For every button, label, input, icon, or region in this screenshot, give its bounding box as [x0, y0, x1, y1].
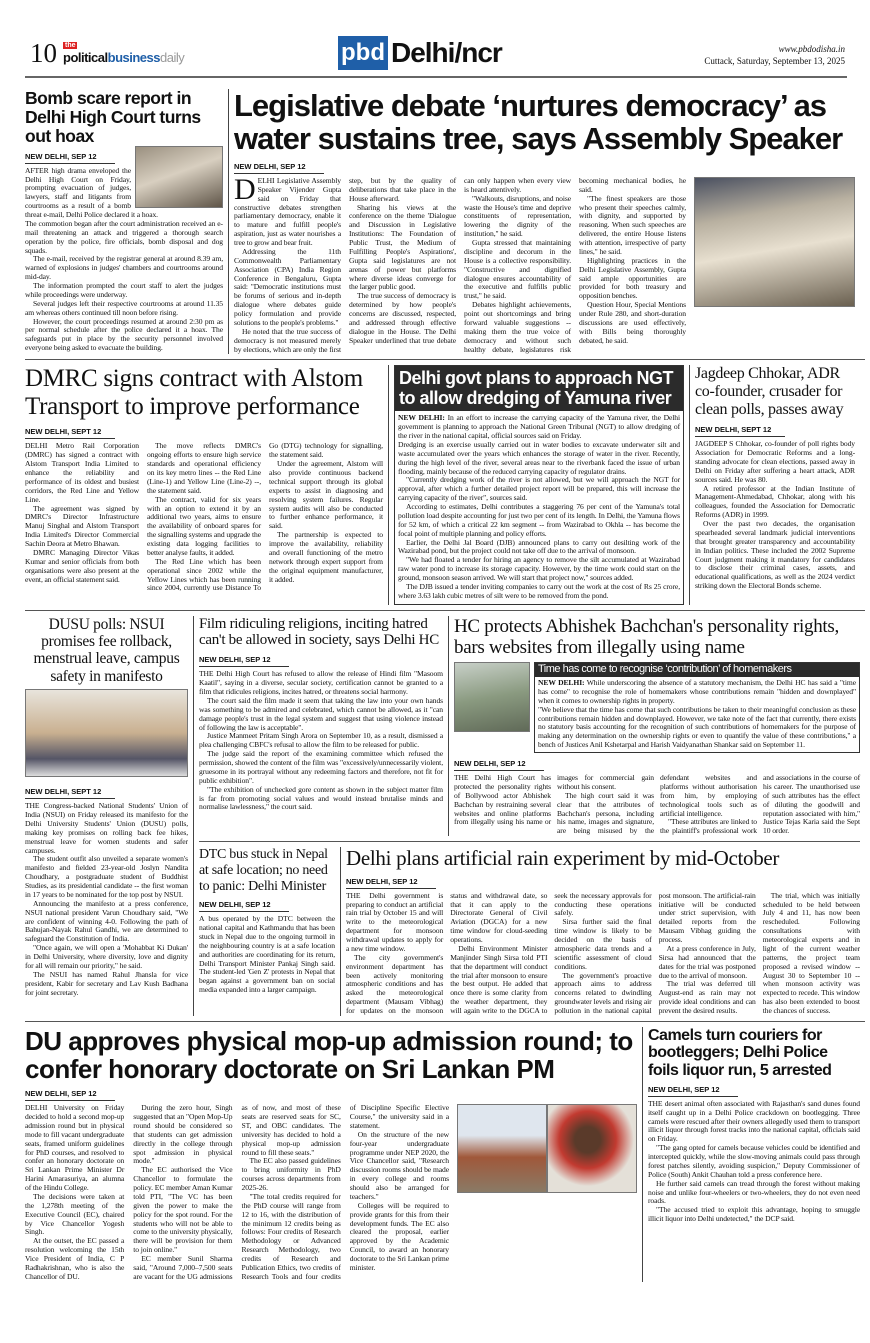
paragraph: However, the court proceedings resumed at around 2:30 pm as per normal schedule after the police declared it a hoax. The safeguards put in place by the security personnel involved everyone being asked to evacuate the building. — [25, 316, 223, 353]
paragraph: THE Congress-backed National Students' Union of India (NSUI) on Friday released its manifesto for the Delhi University Students' Union (DUSU) polls, making key promises on rolling back fee hikes, menstrual leave for women students and safer campuses. — [25, 801, 188, 855]
article-body — [346, 892, 860, 1016]
article-body — [234, 172, 686, 355]
article-ngt-yamuna-wrap — [388, 365, 684, 604]
paragraph: The agreement was signed by DMRC's Director Infrastructure Manuj Singhal and Alstom Transport India Limited's Director Commercial Sachin Deora at Metro Bhawan. — [25, 503, 139, 549]
row-middle — [25, 360, 865, 610]
row-lower — [25, 611, 865, 1022]
paragraph: Highlighting practices in the Delhi Legislative Assembly, Gupta said ample opportunities are provided for both treasury and opposition benches. — [579, 255, 686, 301]
article-ngt-yamuna — [394, 365, 684, 604]
paragraph: The decisions were taken at the 1,278th meeting of the Executive Council (EC), chaired by Vice Chancellor Yogesh Singh. — [25, 1191, 125, 1237]
article-body — [199, 915, 335, 995]
paragraph: Delhi Environment Minister Manjinder Singh Sirsa told PTI that the department will conduct the trial after monsoon to ensure the best output. He added that once there is some clarity from the weather department, they will again write to the DGCA to seek the necessary approvals for conducting these operations safely. — [450, 890, 652, 1016]
paragraph: During the zero hour, Singh suggested that an "Open Mop-Up round should be considered so that students can get admission directly in the college through spot admission in physical mode." — [133, 1103, 233, 1166]
article-body — [199, 670, 443, 812]
article-film-hc — [199, 616, 443, 813]
dateline: NEW DELHI, SEP 12 — [199, 900, 289, 912]
court-building-photo — [454, 662, 530, 732]
paragraph: The EC also passed guidelines to bring uniformity in PhD courses across departments from 2025-26. — [241, 1156, 341, 1193]
du-photos — [457, 1104, 637, 1193]
headline: Jagdeep Chhokar, ADR co-founder, crusader for clean polls, passes away — [695, 365, 844, 419]
paragraph: "These attributes are linked to the plaintiff's professional work and associations in the course of his career. The unauthorised use of such attributes has the effect of diluting the goodwill and reputation associated with him," Justice Tejas Karia said the Sept 10 order. — [660, 773, 860, 836]
dateline: NEW DELHI, SEP 12 — [648, 1085, 738, 1097]
headline: Delhi govt plans to approach NGT to allow dredging of Yamuna river — [395, 366, 683, 411]
paragraph: The court said the film made it seem that taking the law into your own hands was something to be admired and celebrated, which cannot be allowed, as it "can damage people's trust in the legal system and suggest that using violence instead of following the law is acceptable". — [199, 695, 443, 732]
lead-text: In an effort to increase the carrying capacity of the Yamuna river, the Delhi government is planning to approach the National Green Tribunal (NGT) to allow dredging of the river in the national capital, official sources said on Friday. — [398, 413, 680, 441]
paragraph: The e-mail, received by the registrar general at around 8.39 am, warned of explosions in judges' chambers and courtrooms around mid-day. — [25, 254, 223, 282]
article-bomb-scare — [25, 89, 223, 353]
dateline: NEW DELHI, SEPT 12 — [695, 425, 785, 437]
paragraph: EC member Sunil Sharma said, "Around 7,000–7,500 seats are vacant for the UG admissions as of now, and most of these seats are reserved seats for SC, ST, and OBC candidates. The university has decided to hold a physical mop-up admission round to fill these seats." — [133, 1103, 341, 1281]
article-legislative-debate — [228, 89, 860, 354]
headline: DU approves physical mop-up admission round; to confer honorary doctorate on Sri Lankan PM — [25, 1025, 633, 1085]
paragraph: THE Delhi government is preparing to conduct an artificial rain trial by October 15 and will write to the meteorological department for monsoon withdrawal updates to apply for a new time window. — [346, 890, 444, 953]
paragraph: Dredging is an exercise usually carried out in water bodies to excavate underwater silt and waste accumulated over the years which enhances the storage of water in the river. Recently, during the high level of the river, several areas near to the riverbank faced the issue of urban flooding, mainly because of the reduced carrying capacity of regulator drains. — [398, 439, 680, 476]
dateline: NEW DELHI, SEP 12 — [25, 1089, 115, 1101]
drop-cap: D — [234, 172, 256, 206]
article-body — [648, 1100, 860, 1224]
paragraph: At the outset, the EC passed a resolution welcoming the 15th Vice President of India, C P Radhakrishnan, who is also the Chancellor of DU. — [25, 1236, 125, 1281]
paragraph: Addressing the 11th Commonwealth Parliamentary Association (CPA) India Region Conference in Bengaluru, Gupta said: "Democratic institutions must be forums of serious and in-depth dialogue where debates guide policy formulation and provide solutions to the people's problems." — [234, 246, 341, 327]
headline: Delhi plans artificial rain experiment by mid-October — [346, 846, 780, 871]
paragraph: "The total credits required for the PhD course will range from 12 to 16, with the distribution of the minimum 12 credits being as follows: Four credits of Research Methodology or Advanced Research Methodology, two credits of Research and Publication Ethics, two credits of Research Tools and four credits of Discipline Specific Elective Course," the university said in a statement. — [241, 1103, 449, 1281]
nsui-photo — [25, 689, 188, 777]
subrow-dtc-rain — [199, 847, 860, 1016]
paragraph: "We believe that the time has come that such contributions be taken to their meaningful conclusion as these contributions remain hidden and downplayed. However, we take note of the fact that currently, there exists no statutory basis accounting for the recognition of such contributions of homemakers for the purpose of making any determination on the ownership rights or even to quantify the value of these contributions," a bench of Justices Anil Kshetarpal and Harish Vaidyanathan Shankar said on September 11. — [538, 704, 856, 750]
box-title: Time has come to recognise ‘contribution’ of homemakers — [535, 663, 859, 677]
website: www.pbdodisha.in — [778, 44, 845, 54]
paragraph: The EC authorised the Vice Chancellor to formulate the policy. EC member Aman Kumar told PTI, "The VC has been given the power to make the policy for the spot round. For the students who will not be able to come to the university physically, there will be provision for them to join online." — [133, 1165, 233, 1255]
paragraph: The true success of democracy is determined by how people's concerns are discussed, respected, and addressed through effective dialogue in the House. The Delhi Speaker underlined that true debate can only happen when every view is heard attentively. — [349, 175, 571, 345]
paragraph: A bus operated by the DTC between the national capital and Kathmandu that has been stuck in Nepal due to the ongoing turmoil in the neighbouring country is at a safe location and authorities are coordinating for its return, Delhi Transport Minister Pankaj Singh said. The student-led 'Gen Z' protests in Nepal that began against a government ban on social media expanded into a larger campaign. — [199, 914, 335, 995]
paragraph: ELHI Legislative Assembly Speaker Vijender Gupta said on Friday that constructive debates strengthen parliamentary democracy, enable it to mature and fulfill people's aspiration, just as water nourishes a tree to grow and bear fruit. — [234, 175, 341, 248]
paragraph: Question Hour, Special Mentions under Rule 280, and short-duration discussions are used effectively, with Bills being thoroughly debated, he said. — [579, 300, 686, 345]
court-photo — [135, 146, 223, 208]
paragraph: DELHI University on Friday decided to hold a second mop-up admission round but in physical mode to fill vacant undergraduate seats, framed uniform guidelines for PhD courses, and resolved to confer an honorary doctorate on Sri Lankan Prime Minister Dr Harini Amarasuriya, an alumna of the Hindu College. — [25, 1103, 125, 1193]
lead-paragraph — [398, 414, 680, 441]
article-du-mopup — [25, 1027, 637, 1282]
masthead — [25, 38, 845, 74]
article-body — [25, 1104, 449, 1282]
lead-label: NEW DELHI: — [398, 413, 445, 423]
article-body — [454, 774, 860, 836]
paragraph: The high court said it was clear that the attributes of Bachchan's persona, including his name, images and signature, are being misused by the defendant websites and platforms without authorisation from him, by employing technological tools such as artificial intelligence. — [557, 773, 757, 836]
paragraph: Over the past two decades, the organisation spearheaded several landmark judicial interventions that brought greater transparency and accountability in Indian politics. These included the 2002 Supreme Court judgment making it mandatory for candidates to disclose their criminal cases, assets, and educational qualifications, as well as the 2024 verdict striking down the Electoral Bonds scheme. — [695, 519, 855, 591]
paragraph: The trial was deferred till August-end as rain may not provide ideal conditions and can prevent the desired results. — [658, 979, 756, 1016]
article-hc-bachchan — [448, 616, 860, 837]
headline: Legislative debate ‘nurtures democracy’ as water sustains tree, says Assembly Speaker — [234, 88, 843, 157]
article-dtc-nepal — [199, 847, 335, 995]
page-content — [25, 84, 865, 1287]
homemakers-box — [534, 662, 860, 753]
paragraph: Several judges left their respective courtrooms at around 11.35 am whereas others continued till noon before rising. — [25, 298, 223, 317]
box-lead-text: While underscoring the absence of a statutory mechanism, the Delhi HC has said a "time has come" to recognise the role of homemakers whose contributions remain "hidden and downplayed" when it comes to ownership rights in property. — [538, 678, 856, 705]
paragraph: The city government's environment department has been actively monitoring atmospheric conditions and has asked the meteorological department (Mausam Vibhag) for updates on the monsoon status and withdrawal date, so that it can apply to the Directorate General of Civil Aviation (DGCA) for a new time window for cloud-seeding operations. — [346, 890, 548, 1016]
paragraph: The information prompted the court staff to alert the judges while proceedings were underway. — [25, 281, 223, 299]
article-camels-bootleggers — [642, 1027, 860, 1282]
article-artificial-rain — [340, 847, 860, 1016]
paragraph: Gupta stressed that maintaining discipline and decorum in the House is a collective responsibility. "Constructive and dignified dialogue ensures accountability of the executive and fulfills public trust," he said. — [464, 238, 571, 301]
paper-logo-the: the — [65, 42, 76, 49]
paragraph: The DJB issued a tender inviting companies to carry out the work at the cost of Rs 25 crore, where 3.63 lakh cubic metres of silt were to be removed from the pond. — [398, 581, 680, 600]
paragraph: A retired professor at the Indian Institute of Management-Ahmedabad, Chhokar, along with his colleagues, founded the Association for Democratic Reforms (ADR) in 1999. — [695, 483, 855, 520]
section-title: Delhi/ncr — [390, 37, 502, 68]
paper-logo-political: political — [63, 50, 108, 65]
paragraph: "The gang opted for camels because vehicles could be identified and intercepted quickly, while the slow-moving animals could pass through forest patches silently, avoiding suspicion," Deputy Commissioner of Police (South) Ankit Chauhan told a press conference here. — [648, 1143, 860, 1179]
dateline: NEW DELHI, SEP 12 — [346, 877, 436, 889]
headline: DTC bus stuck in Nepal at safe location; no need to panic: Delhi Minister — [199, 847, 328, 894]
paragraph: According to estimates, Delhi contributes a staggering 76 per cent of the Yamuna's total pollution load despite accounting for just two per cent of its length. In Delhi, the Yamuna flows for 52 km, of which a critical 22 km segment -- from Wazirabad to Okhla -- has become the focal point of multiple planning and policy efforts. — [398, 502, 680, 538]
paragraph: "Walkouts, disruptions, and noise waste the House's time and deprive constituents of representation, lowering the dignity of the institution," he said. — [464, 193, 571, 239]
harini-amarasuriya-photo — [547, 1104, 637, 1193]
article-body — [25, 442, 383, 593]
paragraph: He further said camels can tread through the forest without making noise and unlike four-wheelers or two-wheelers, they do not even need roads. — [648, 1178, 860, 1206]
paper-logo-business: business — [107, 50, 160, 65]
paragraph: The Red Line which has been operational since 2002 while the Yellow Lines which has been running since 2004, currently use Distance To Go (DTG) technology for signalling, the statement said. — [147, 441, 383, 593]
row-top — [25, 84, 865, 360]
paragraph: THE Delhi High Court has protected the personality rights of Bollywood actor Abhishek Bachchan by restraining several websites and online platforms from illegally using his name or images for commercial gain without his consent. — [454, 773, 654, 827]
paragraph: The government's proactive approach aims to address concerns related to dwindling groundwater levels and rising air pollution in the national capital post monsoon. The artificial-rain initiative will be conducted under strict supervision, with detailed reports from the Mausam Vibhag guiding the process. — [554, 890, 756, 1016]
paragraph: "Currently dredging work of the river is not allowed, but we will approach the NGT for approval, after which a further detailed project report will be prepared, this will increase the carrying capacity of the river", sources said. — [398, 475, 680, 503]
article-body — [695, 440, 855, 591]
issue-date: Cuttack, Saturday, September 13, 2025 — [704, 56, 845, 67]
paragraph: "The exhibition of unchecked gore content as shown in the subject matter film is far from promoting social values and would instead brutalise minds and normalise lawlessness," the court said. — [199, 784, 443, 812]
paragraph: He noted that the true success of democracy is not measured merely by elections, which are only the first step, but by the quality of deliberations that take place in the House afterward. — [234, 175, 456, 354]
page-number: 10 — [30, 38, 57, 68]
paragraph: The judge said the report of the examining committee which refused the permission, showed the content of the film was "excessively/unnecessarily violent, gruesome in its portrayal without any redeeming factors and therefore, not fit for public exhibition". — [199, 749, 443, 785]
paragraph: "Once again, we will open a 'Mohabbat Ki Dukan' in Delhi University, where diversity, love and dignity for all will remain our priority," he said. — [25, 943, 188, 970]
paragraph: THE desert animal often associated with Rajasthan's sand dunes found itself caught up in a Delhi Police crackdown on bootlegging. Three camels were rescued after their owners allegedly used them to transport illicit liquor through forest tracks into the national capital, officials said on Friday. — [648, 1098, 860, 1144]
headline: DMRC signs contract with Alstom Transport to improve performance — [25, 365, 363, 421]
headline: DUSU polls: NSUI promises fee rollback, menstrual leave, campus safety in manifesto — [33, 615, 180, 685]
paragraph: Sirsa further said the final time window is likely to be decided on the basis of atmospheric data trends and a scientific assessment of cloud conditions. — [554, 917, 652, 971]
paragraph: Sharing his views at the conference on the theme 'Dialogue and Discussion in Legislative Institutions: The Foundation of Public Trust, the Medium of Fulfilling People's Aspirations', Gupta said legislatures are not arenas of power but platforms where diverse ideas converge for the larger public good. — [349, 202, 456, 292]
subrow-film-hc — [199, 616, 860, 843]
paragraph: At a press conference in July, Sirsa had announced that the dates for the trial was postponed due to the arrival of monsoon. — [658, 943, 756, 980]
headline: Camels turn couriers for bootleggers; Delhi Police foils liquor run, 5 arrested — [648, 1026, 832, 1079]
du-content — [25, 1104, 637, 1282]
lead-paragraph: AFTER high drama enveloped the Delhi High Court on Friday, prompting evacuation of judges, lawyers, staff and litigants from courtrooms as a result of a bomb threat e-mail, Delhi Police declared it a hoax. — [25, 165, 158, 220]
paragraph: The student outfit also unveiled a separate women's manifesto and fielded 23-year-old Joslyn Nandita Choudhary, a postgraduate student of Buddhist Studies, as its presidential candidate -- the first woman in 17 years to be nominated for the top post by NSUI. — [25, 854, 188, 899]
paragraph: "We had floated a tender for hiring an agency to remove the silt accumulated at Wazirabad raw water pond to increase its storage capacity. However, by the time work could start on the ground, monsoon season arrived. We will start that project now," sources added. — [398, 555, 680, 583]
paragraph: "The accused tried to exploit this advantage, hoping to smuggle illicit liquor into Delhi undetected," the DCP said. — [648, 1205, 860, 1224]
paragraph: "The finest speakers are those who present their speeches calmly, with dignity, and supported by reasoning. When such speeches are delivered, the entire House listens with attention, irrespective of party lines," he said. — [579, 193, 686, 256]
paragraph: The contract, valid for six years with an option to extend it by an additional two years, aims to ensure the availability of onboard spares for the signalling systems and upgrade the existing data logging facilities to better analyse faults, it added. — [147, 494, 261, 557]
paragraph: Debates highlight achievements, point out shortcomings and bring forward valuable suggestions -- making them the true voice of democracy and without such healthy debate, legislatures risk becoming mechanical bodies, he said. — [464, 175, 686, 354]
paragraph: The partnership is expected to improve the availability, reliability and overall functioning of the metro network through expert support from the original equipment manufacturer, it added. — [269, 530, 383, 584]
hc-top — [454, 662, 860, 753]
row-bottom — [25, 1022, 865, 1287]
dateline: NEW DELHI, SEP 12 — [454, 759, 544, 771]
box-lead — [538, 679, 856, 706]
dateline: NEW DELHI, SEP 12 — [199, 655, 289, 667]
article-dmrc-alstom — [25, 365, 383, 593]
du-campus-photo — [457, 1104, 547, 1193]
paper-logo — [63, 42, 184, 67]
dateline: NEW DELHI, SEPT 12 — [25, 787, 115, 799]
legis-content — [234, 172, 860, 355]
paragraph: On the structure of the new four-year undergraduate programme under NEP 2020, the Vice Chancellor said, "Research discussion rooms should be made in every college and rooms should also be arranged for teachers." — [349, 1129, 449, 1201]
paragraph: Announcing the manifesto at a press conference, NSUI national president Varun Choudhary said, "We are confident of winning 4-0. Following the path of Bahujan-Nayak Rahul Gandhi, we are determined to safeguard the Constitution of India. — [25, 898, 188, 944]
dateline: NEW DELHI, SEPT 12 — [25, 427, 115, 439]
article-body — [25, 802, 188, 997]
paragraph: DELHI Metro Rail Corporation (DMRC) has signed a contract with Alstom Transport India Limited to enhance the reliability and performance of its oldest and busiest corridors, the Red Line and Yellow Line. — [25, 441, 139, 504]
paragraph: The commotion began after the court administration received an e-mail threatening an attack and triggered a thorough search operation by the police, fire officials, bomb disposal and dog squads. — [25, 218, 223, 255]
paper-logo-daily: daily — [159, 50, 185, 65]
paragraph: Colleges will be required to provide grants for this from their development funds. The EC also cleared the proposal, earlier approved by the Academic Council, to award an honorary doctorate to the Sri Lankan prime minister. — [349, 1200, 449, 1272]
paragraph: JAGDEEP S Chhokar, co-founder of poll rights body Association for Democratic Reforms and a long-standing advocate for clean elections, passed away in Delhi on Friday after suffering a heart attack, ADR sources said. He was 80. — [695, 439, 855, 484]
section-logo — [338, 36, 502, 70]
paragraph: Earlier, the Delhi Jal Board (DJB) announced plans to carry out desilting work of the Wazirabad pond, but the project could not take off due to the arrival of monsoon. — [398, 537, 680, 556]
paragraph: The NSUI has named Rahul Jhansla for vice president, Kabir for secretary and Lav Kush Badhana for joint secretary. — [25, 969, 188, 997]
masthead-rule — [25, 76, 847, 78]
box-body — [535, 677, 859, 752]
paragraph: The move reflects DMRC's ongoing efforts to ensure high service standards and operational efficiency on its key metro lines -- the Red Line (Line-1) and Yellow Line (Line-2) --, the statement said. — [147, 441, 261, 495]
conference-photo — [694, 177, 855, 307]
section-logo-pbd: pbd — [338, 36, 388, 70]
article-jagdeep-chhokar — [689, 365, 855, 604]
headline: HC protects Abhishek Bachchan's personality rights, bars websites from illegally using name — [454, 615, 839, 658]
paragraph: The trial, which was initially scheduled to be held between July 4 and 11, has now been rescheduled. Following consultations with meteorological experts and in light of the current weather patterns, the project team proposed a revised window -- August 30 to September 10 -- when monsoon activity was expected to recede. This window has also been extended to boost the chances of success. — [762, 890, 860, 1016]
box-lead-label: NEW DELHI: — [538, 678, 585, 688]
article-dusu-polls — [25, 616, 188, 998]
paragraph: Under the agreement, Alstom will also provide continuous backend technical support through its global experts to assist in diagnosing and resolving system failures. Regular system audits will also be conducted to further enhance performance, it said. — [269, 459, 383, 531]
headline: Bomb scare report in Delhi High Court turns out hoax — [25, 88, 201, 146]
dateline: NEW DELHI, SEP 12 — [25, 152, 115, 164]
paragraph: DMRC Managing Director Vikas Kumar and senior officials from both organisations were also present at the event, an official statement said. — [25, 547, 139, 584]
header-right — [704, 43, 845, 67]
paragraph: THE Delhi High Court has refused to allow the release of Hindi film "Masoom Kaatil", saying in a diverse, secular society, certification cannot be granted to a film that ridicules religions, incites hatred, or threatens social harmony. — [199, 669, 443, 697]
headline: Film ridiculing religions, inciting hatred can't be allowed in society, says Delhi HC — [199, 615, 439, 649]
dateline: NEW DELHI, SEP 12 — [234, 162, 324, 174]
lower-right-area — [193, 616, 860, 1016]
paragraph: Justice Manmeet Pritam Singh Arora on September 10, as a result, dismissed a plea challenging CBFC's refusal to allow the film to be released for public. — [199, 731, 443, 750]
article-body — [395, 411, 683, 603]
